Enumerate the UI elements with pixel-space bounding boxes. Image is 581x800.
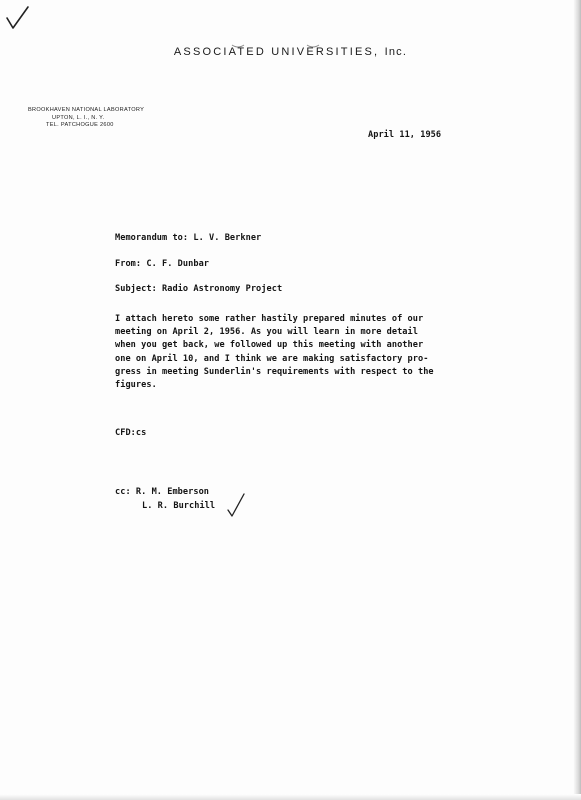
letterhead-org-name: ASSOCIATED UNIVERSITIES,	[173, 46, 380, 58]
memo-date: April 11, 1956	[368, 130, 442, 140]
body-line: I attach hereto some rather hastily prepared minutes of our	[115, 314, 424, 324]
memo-sender: From: C. F. Dunbar	[115, 259, 210, 269]
cc-line-1: cc: R. M. Emberson	[115, 487, 210, 497]
lab-location: UPTON, L. I., N. Y.	[52, 114, 105, 121]
handwritten-check-mark-icon	[226, 492, 246, 518]
body-line: when you get back, we followed up this meeting with another	[115, 340, 424, 351]
body-line: one on April 10, and I think we are making satisfactory pro-	[115, 353, 429, 364]
letterhead	[0, 46, 581, 58]
lab-address-block	[28, 107, 178, 130]
lab-name: BROOKHAVEN NATIONAL LABORATORY	[28, 107, 145, 113]
body-line: gress in meeting Sunderlin's requirements with respect to the	[115, 366, 434, 377]
handwritten-check-mark-icon	[4, 4, 32, 32]
lab-telephone: TEL. PATCHOGUE 2600	[46, 122, 114, 129]
typist-initials: CFD:cs	[115, 428, 147, 438]
letterhead-org-suffix: Inc.	[384, 46, 408, 58]
memo-body	[115, 313, 434, 392]
page-bottom-shadow	[0, 794, 581, 800]
cc-line-2: L. R. Burchill	[142, 501, 216, 511]
memo-recipient: Memorandum to: L. V. Berkner	[115, 233, 262, 243]
body-line: meeting on April 2, 1956. As you will learn in more detail	[115, 327, 418, 338]
body-line: figures.	[115, 380, 157, 391]
page-edge-shadow	[573, 0, 581, 800]
memo-subject: Subject: Radio Astronomy Project	[115, 284, 283, 294]
